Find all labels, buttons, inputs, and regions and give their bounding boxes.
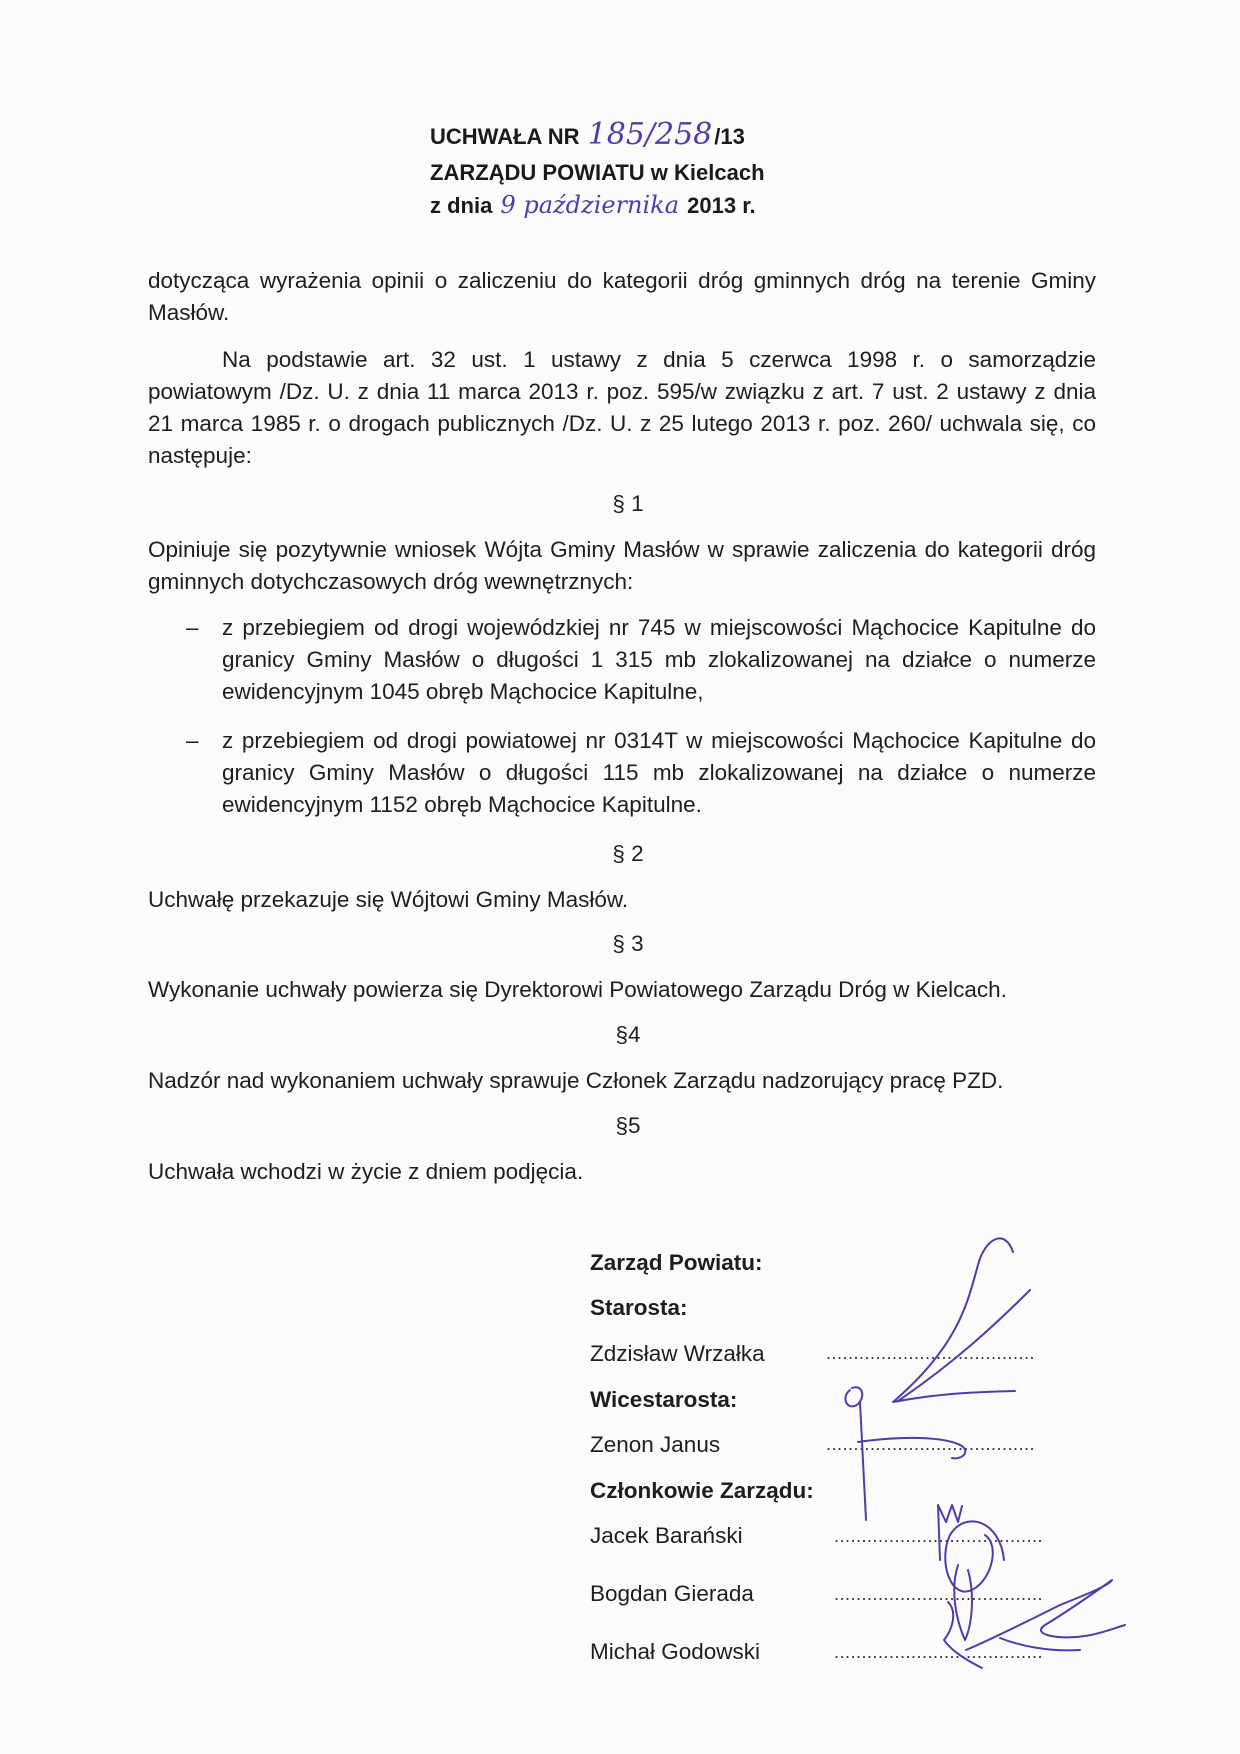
resolution-number-suffix: /13 (714, 124, 745, 149)
issuing-body: ZARZĄDU POWIATU w Kielcach (430, 160, 765, 185)
date-prefix: z dnia (430, 193, 493, 218)
starosta-name: Zdzisław Wrzałka (590, 1341, 765, 1366)
signature-line-wicestarosta: ...................................... (826, 1434, 1036, 1454)
handwritten-resolution-number: 185/258 (587, 117, 713, 152)
handwritten-date: 9 października (500, 191, 680, 219)
subject-paragraph: dotycząca wyrażenia opinii o zaliczeniu do kategorii dróg gminnych dróg na terenie Gminy Masłów. (148, 268, 1096, 325)
section-mark-4: §4 (615, 1022, 641, 1047)
section-text-1: Opiniuje się pozytywnie wniosek Wójta Gminy Masłów w sprawie zaliczenia do kategorii dróg gminnych dotychczasowych dróg wewnętrznych: (148, 537, 1096, 594)
list-item-1: z przebiegiem od drogi wojewódzkiej nr 745 w miejscowości Mąchocice Kapitulne do granicy Gminy Masłów o długości 1 315 mb zlokalizowanej na działce o numerze ewidencyjnym 1045 obręb Mąchocice Kapitulne, (222, 615, 1096, 704)
section-mark-5: §5 (615, 1113, 641, 1138)
date-suffix: 2013 r. (687, 193, 756, 218)
starosta-heading: Starosta: (590, 1295, 688, 1320)
signature-line-member: ...................................... (834, 1584, 1044, 1604)
signature-member-2 (954, 1565, 1125, 1650)
list-item-2: z przebiegiem od drogi powiatowej nr 0314T w miejscowości Mąchocice Kapitulne do granicy Gminy Masłów o długości 115 mb zlokalizowanej na działce o numerze ewidencyjnym 1152 obręb Mąchocice Kapitulne. (222, 728, 1096, 817)
signature-starosta (893, 1238, 1030, 1402)
section-text-5: Uchwała wchodzi w życie z dniem podjęcia. (148, 1159, 584, 1184)
wicestarosta-heading: Wicestarosta: (590, 1387, 738, 1412)
section-text-4: Nadzór nad wykonaniem uchwały sprawuje Członek Zarządu nadzorujący pracę PZD. (148, 1068, 1004, 1093)
signature-line-member: ...................................... (834, 1526, 1044, 1546)
list-bullet-1: – (186, 615, 199, 640)
member-name: Michał Godowski (590, 1639, 761, 1664)
section-mark-1: § 1 (612, 491, 644, 516)
section-mark-2: § 2 (612, 841, 644, 866)
members-heading: Członkowie Zarządu: (590, 1478, 814, 1503)
list-bullet-2: – (186, 728, 199, 753)
member-name: Jacek Barański (590, 1523, 743, 1548)
wicestarosta-name: Zenon Janus (590, 1432, 721, 1457)
resolution-number-line (430, 118, 745, 154)
legal-basis-paragraph: Na podstawie art. 32 ust. 1 ustawy z dnia 5 czerwca 1998 r. o samorządzie powiatowym /Dz. U. z dnia 11 marca 2013 r. poz. 595/w związku z art. 7 ust. 2 ustawy z dnia 21 marca 1985 r. o drogach publicznych /Dz. U. z 25 lutego 2013 r. poz. 260/ uchwala się, co następuje: (148, 347, 1096, 468)
member-name: Bogdan Gierada (590, 1581, 754, 1606)
resolution-date-line (430, 188, 756, 223)
signature-member-1 (938, 1505, 1004, 1592)
signature-line-starosta: ...................................... (826, 1343, 1036, 1363)
signature-line-member: ...................................... (834, 1642, 1044, 1662)
resolution-number-prefix: UCHWAŁA NR (430, 124, 580, 149)
section-text-3: Wykonanie uchwały powierza się Dyrektorowi Powiatowego Zarządu Dróg w Kielcach. (148, 977, 1007, 1002)
section-text-2: Uchwałę przekazuje się Wójtowi Gminy Masłów. (148, 887, 629, 912)
board-heading: Zarząd Powiatu: (590, 1250, 763, 1275)
section-mark-3: § 3 (612, 931, 644, 956)
